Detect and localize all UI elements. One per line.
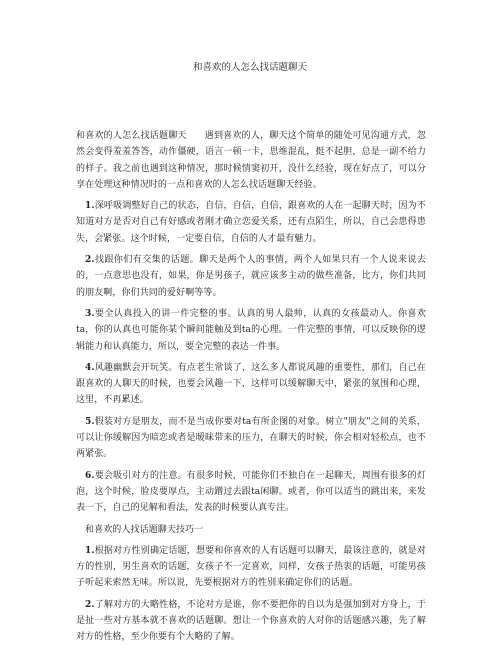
tip-paragraph bbox=[76, 468, 426, 517]
intro-paragraph bbox=[76, 128, 426, 193]
intro-text: 遇到喜欢的人，聊天这个简单的随处可见沟通方式，忽然会变得羞羞答答，动作僵硬，语言一顿一卡，思维混乱，挺不起胆，总是一副不给力的样子。我之前也遇到这种情况，那时候情窦初开，没什么经验，现在好点了，可以分享在处理这种情况时的一点和喜欢的人怎么找话题聊天经验。 bbox=[76, 131, 427, 190]
tip-number: 1. bbox=[85, 201, 95, 212]
tip-number: 4. bbox=[85, 362, 95, 373]
section-heading: 和喜欢的人找话题聊天技巧一 bbox=[85, 524, 204, 535]
tip-text: 要全认真投入的讲一件完整的事。认真的男人最帅，认真的女孩最动人。你喜欢ta，你的认真也可能你某个瞬间能触及到ta的心理。一件完整的事情，可以反映你的逻辑能力和认真能力，所以，要全完整的表达一件事。 bbox=[76, 308, 426, 352]
document-body bbox=[76, 128, 426, 651]
tip-paragraph bbox=[76, 360, 426, 409]
tip-text: 根据对方性别确定话题，想要和你喜欢的人有话题可以聊天，最该注意的，就是对方的性别，男生喜欢的话题，女孩子不一定喜欢，同样，女孩子热衷的话题，可能男孩子听起来索然无味。所以说，先要根据对方的性别来确定你们的话题。 bbox=[76, 545, 426, 589]
tip-text: 风趣幽默会开玩笑。有点老生常谈了，这么多人都说风趣的重要性，那们，自己在跟喜欢的人聊天的时候，也要会风趣一下，这样可以缓解聊天中，紧张的氛围和心理，这里，不再累述。 bbox=[76, 362, 426, 406]
tip-text: 了解对方的大略性格，不论对方是谁，你不要把你的自以为是强加到对方身上，于是扯一些对方基本就不喜欢的话题聊。想让一个你喜欢的人对你的话题感兴趣，先了解对方的性格，至少你要有个大略的了解。 bbox=[76, 599, 426, 643]
tip-number: 2. bbox=[85, 255, 95, 266]
tip-paragraph bbox=[76, 597, 426, 646]
tip-number: 1. bbox=[85, 545, 95, 556]
tip-paragraph bbox=[76, 543, 426, 592]
intro-lead-title: 和喜欢的人怎么找话题聊天 bbox=[76, 131, 187, 141]
tip-text: 深呼吸调整好自己的状态，自信，自信，自信，跟喜欢的人在一起聊天时，因为不知道对方是否对自己有好感或者刚才确立恋爱关系，还有点陌生，所以，自己会患得患失，会紧张。这个时候，一定要自信，自信的人才最有魅力。 bbox=[76, 201, 426, 244]
tip-paragraph bbox=[76, 198, 426, 247]
tip-number: 5. bbox=[85, 416, 95, 427]
tip-number: 6. bbox=[85, 470, 95, 481]
tip-paragraph bbox=[76, 252, 426, 301]
tip-number: 2. bbox=[85, 599, 95, 610]
tip-text: 假装对方是朋友，而不是当成你要对ta有所企图的对象。树立"朋友"之间的关系，可以让你缓解因为暗恋或者是暧昧带来的压力，在聊天的时候，你会相对轻松点，也不两紧张。 bbox=[76, 416, 426, 460]
tip-paragraph bbox=[76, 306, 426, 355]
document-title: 和喜欢的人怎么找话题聊天 bbox=[192, 62, 307, 73]
tip-paragraph bbox=[76, 414, 426, 463]
tip-text: 要会吸引对方的注意。有很多时候，可能你们不独自在一起聊天，周围有很多的灯泡，这个时候，脸皮要厚点，主动蹭过去跟ta闲聊。或者，你可以适当的跳出来，来发表一下，自己的见解和看法，发表的时候要认真专注。 bbox=[76, 470, 426, 514]
tip-text: 找跟你们有交集的话题。聊天是两个人的事情，两个人如果只有一个人说来说去的，一点意思也没有，如果，你是男孩子，就应该多主动的做些准备，比方，你们共同的朋友啊，你们共同的爱好啊等等。 bbox=[76, 255, 426, 298]
tip-number: 3. bbox=[85, 308, 95, 319]
